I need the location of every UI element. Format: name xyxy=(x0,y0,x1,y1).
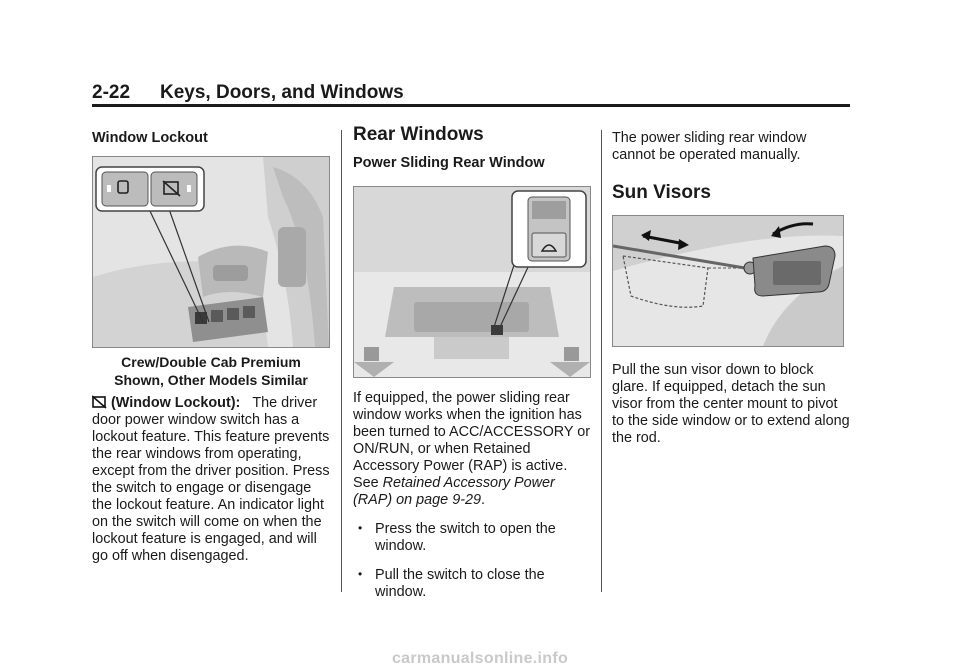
rap-page-link[interactable]: Retained Accessory Power (RAP) on page 9-29 xyxy=(353,475,555,508)
sun-visor-illustration xyxy=(612,215,844,347)
page-number: 2-22 xyxy=(92,82,131,103)
watermark: carmanualsonline.info xyxy=(391,650,569,667)
column-window-lockout xyxy=(92,120,330,565)
column-rear-windows xyxy=(353,120,591,601)
bullet-open-window: • Press the switch to open the window. xyxy=(353,521,591,555)
power-sliding-subheading: Power Sliding Rear Window xyxy=(353,155,545,171)
column-sun-visors xyxy=(612,120,850,447)
header-rule xyxy=(92,104,850,107)
rear-window-switch-illustration xyxy=(353,186,591,378)
window-lockout-body: The driver door power window switch has a lockout feature. This feature prevents the rear windows from operating, except from the driver position. Press the switch to engage or disengage the lockout feature. An indicator light on the switch will come on when the lockout feature is engaged, and will go off when disengaged. xyxy=(92,395,330,564)
column-divider-2 xyxy=(601,130,602,592)
door-switch-illustration xyxy=(92,156,330,348)
rear-window-text xyxy=(353,390,591,509)
caption-line-1: Crew/Double Cab Premium xyxy=(121,354,301,370)
rear-window-body-suffix: . xyxy=(481,492,485,508)
sun-visor-text: Pull the sun visor down to block glare. If equipped, detach the sun visor from the center mount to pivot to the side window or to extend along the rod. xyxy=(612,362,850,446)
figure-caption xyxy=(92,353,330,389)
rear-window-body: If equipped, the power sliding rear window works when the ignition has been turned to ACC/ACCESSORY or ON/RUN, or when Retained Accessory Power (RAP) is active. See xyxy=(353,390,591,491)
window-lockout-heading: Window Lockout xyxy=(92,130,208,146)
column-divider-1 xyxy=(341,130,342,592)
page-header xyxy=(92,82,850,106)
window-lockout-text xyxy=(92,395,330,565)
manual-operation-note: The power sliding rear window cannot be operated manually. xyxy=(612,130,807,163)
window-lockout-term: (Window Lockout): xyxy=(111,395,241,411)
bullet-close-window: • Pull the switch to close the window. xyxy=(353,567,591,601)
rear-windows-heading: Rear Windows xyxy=(353,124,484,145)
sun-visors-heading: Sun Visors xyxy=(612,182,711,203)
window-lockout-icon xyxy=(92,395,107,409)
caption-line-2: Shown, Other Models Similar xyxy=(114,372,308,388)
section-title: Keys, Doors, and Windows xyxy=(160,82,404,103)
